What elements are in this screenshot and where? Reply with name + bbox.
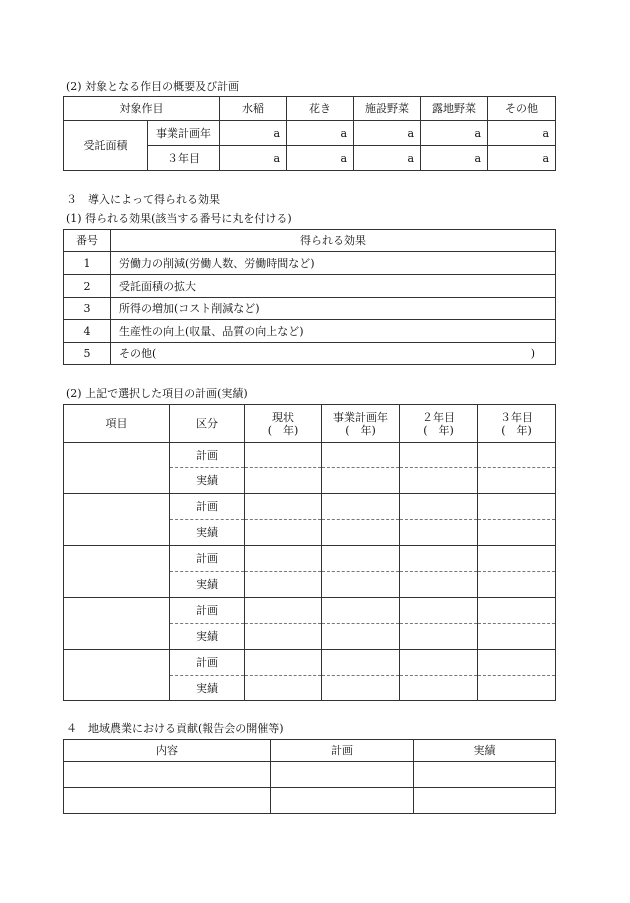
effects-header-number: 番号 bbox=[64, 230, 111, 252]
effects-header-effect: 得られる効果 bbox=[111, 230, 556, 252]
contribution-actual-cell[interactable] bbox=[414, 788, 556, 814]
contribution-header-actual: 実績 bbox=[414, 740, 556, 762]
crop-row-group-label: 受託面積 bbox=[64, 121, 148, 171]
section-3-2-heading: (2) 上記で選択した項目の計画(実績) bbox=[66, 387, 248, 400]
actual-row-label: 実績 bbox=[170, 624, 245, 650]
actual-cell[interactable] bbox=[322, 624, 400, 650]
plan-header-plan-year bbox=[322, 405, 400, 443]
plan-cell[interactable] bbox=[322, 494, 400, 520]
plan-header-year3-year: ( 年) bbox=[501, 423, 532, 437]
plan-cell[interactable] bbox=[245, 546, 322, 572]
actual-cell[interactable] bbox=[322, 676, 400, 701]
section-3-1-heading: (1) 得られる効果(該当する番号に丸を付ける) bbox=[66, 212, 292, 225]
contribution-table-wrap bbox=[63, 739, 556, 814]
section-3-heading: ３ 導入によって得られる効果 bbox=[66, 193, 220, 206]
actual-cell[interactable] bbox=[322, 572, 400, 598]
effects-table-wrap bbox=[63, 229, 556, 365]
contribution-content-cell[interactable] bbox=[64, 762, 271, 788]
crop-table-wrap bbox=[63, 96, 556, 171]
crop-cell: a bbox=[287, 121, 354, 146]
plan-row-label: 計画 bbox=[170, 598, 245, 624]
plan-cell[interactable] bbox=[400, 546, 478, 572]
actual-cell[interactable] bbox=[478, 520, 556, 546]
plan-header-kubun: 区分 bbox=[170, 405, 245, 443]
actual-cell[interactable] bbox=[400, 572, 478, 598]
plan-cell[interactable] bbox=[478, 494, 556, 520]
contribution-header-plan: 計画 bbox=[271, 740, 414, 762]
actual-cell[interactable] bbox=[245, 624, 322, 650]
plan-item-cell[interactable] bbox=[64, 598, 170, 650]
crop-header-rice: 水稲 bbox=[220, 97, 287, 121]
contribution-table bbox=[63, 739, 556, 814]
effect-number[interactable]: 1 bbox=[64, 252, 111, 275]
plan-header-year3-top: ３年目 bbox=[500, 410, 533, 424]
plan-cell[interactable] bbox=[322, 443, 400, 468]
actual-row-label: 実績 bbox=[170, 520, 245, 546]
crop-cell: a bbox=[421, 121, 488, 146]
effect-number[interactable]: 4 bbox=[64, 320, 111, 343]
plan-cell[interactable] bbox=[400, 443, 478, 468]
actual-cell[interactable] bbox=[478, 624, 556, 650]
plan-row-label: 計画 bbox=[170, 494, 245, 520]
crop-cell: a bbox=[220, 121, 287, 146]
plan-item-cell[interactable] bbox=[64, 650, 170, 701]
crop-cell: a bbox=[220, 146, 287, 171]
actual-cell[interactable] bbox=[478, 468, 556, 494]
plan-header-current bbox=[245, 405, 322, 443]
plan-row-label: 計画 bbox=[170, 650, 245, 676]
crop-cell: a bbox=[354, 146, 421, 171]
plan-cell[interactable] bbox=[478, 443, 556, 468]
actual-cell[interactable] bbox=[400, 520, 478, 546]
plan-cell[interactable] bbox=[245, 598, 322, 624]
plan-item-cell[interactable] bbox=[64, 546, 170, 598]
crop-header-flowers: 花き bbox=[287, 97, 354, 121]
crop-cell: a bbox=[287, 146, 354, 171]
plan-table-wrap bbox=[63, 404, 556, 701]
crop-row-label-year3: ３年目 bbox=[148, 146, 220, 171]
plan-cell[interactable] bbox=[245, 443, 322, 468]
actual-cell[interactable] bbox=[322, 468, 400, 494]
crop-cell: a bbox=[354, 121, 421, 146]
effect-text: その他( bbox=[119, 347, 157, 360]
effect-number[interactable]: 2 bbox=[64, 275, 111, 298]
plan-cell[interactable] bbox=[245, 650, 322, 676]
effect-text: 受託面積の拡大 bbox=[111, 275, 556, 298]
crop-header-greenhouse-veg: 施設野菜 bbox=[354, 97, 421, 121]
plan-header-year2-year: ( 年) bbox=[423, 423, 454, 437]
plan-cell[interactable] bbox=[478, 598, 556, 624]
plan-cell[interactable] bbox=[245, 494, 322, 520]
plan-header-year3 bbox=[478, 405, 556, 443]
plan-header-current-top: 現状 bbox=[272, 410, 294, 424]
effects-table bbox=[63, 229, 556, 365]
actual-cell[interactable] bbox=[245, 572, 322, 598]
plan-item-cell[interactable] bbox=[64, 494, 170, 546]
effect-number[interactable]: 5 bbox=[64, 343, 111, 365]
plan-header-year2-top: ２年目 bbox=[422, 410, 455, 424]
actual-cell[interactable] bbox=[245, 520, 322, 546]
effect-text: 生産性の向上(収量、品質の向上など) bbox=[111, 320, 556, 343]
plan-item-cell[interactable] bbox=[64, 443, 170, 494]
plan-header-item: 項目 bbox=[64, 405, 170, 443]
crop-table bbox=[63, 96, 556, 171]
section-2-heading: (2) 対象となる作目の概要及び計画 bbox=[66, 80, 240, 93]
contribution-plan-cell[interactable] bbox=[271, 762, 414, 788]
plan-cell[interactable] bbox=[400, 650, 478, 676]
actual-row-label: 実績 bbox=[170, 468, 245, 494]
plan-row-label: 計画 bbox=[170, 443, 245, 468]
effect-other-close-paren: ) bbox=[530, 347, 535, 360]
plan-table bbox=[63, 404, 556, 701]
plan-header-plan-year-year: ( 年) bbox=[345, 423, 376, 437]
plan-cell[interactable] bbox=[478, 650, 556, 676]
crop-header-target: 対象作目 bbox=[64, 97, 220, 121]
plan-cell[interactable] bbox=[400, 494, 478, 520]
plan-cell[interactable] bbox=[322, 598, 400, 624]
actual-cell[interactable] bbox=[478, 572, 556, 598]
effect-other-row[interactable] bbox=[111, 343, 556, 365]
crop-header-other: その他 bbox=[488, 97, 556, 121]
effect-text: 労働力の削減(労働人数、労働時間など) bbox=[111, 252, 556, 275]
contribution-content-cell[interactable] bbox=[64, 788, 271, 814]
actual-cell[interactable] bbox=[245, 676, 322, 701]
plan-cell[interactable] bbox=[322, 546, 400, 572]
plan-header-year2 bbox=[400, 405, 478, 443]
crop-cell: a bbox=[488, 121, 556, 146]
actual-cell[interactable] bbox=[400, 468, 478, 494]
crop-cell: a bbox=[421, 146, 488, 171]
actual-cell[interactable] bbox=[322, 520, 400, 546]
actual-cell[interactable] bbox=[400, 676, 478, 701]
actual-row-label: 実績 bbox=[170, 676, 245, 701]
crop-header-openfield-veg: 露地野菜 bbox=[421, 97, 488, 121]
contribution-plan-cell[interactable] bbox=[271, 788, 414, 814]
actual-cell[interactable] bbox=[245, 468, 322, 494]
plan-header-current-year: ( 年) bbox=[267, 423, 299, 437]
effect-text: 所得の増加(コスト削減など) bbox=[111, 298, 556, 320]
plan-row-label: 計画 bbox=[170, 546, 245, 572]
actual-cell[interactable] bbox=[400, 624, 478, 650]
contribution-actual-cell[interactable] bbox=[414, 762, 556, 788]
plan-header-plan-year-top: 事業計画年 bbox=[333, 410, 388, 424]
contribution-header-content: 内容 bbox=[64, 740, 271, 762]
actual-row-label: 実績 bbox=[170, 572, 245, 598]
crop-row-label-plan-year: 事業計画年 bbox=[148, 121, 220, 146]
section-4-heading: ４ 地域農業における貢献(報告会の開催等) bbox=[66, 722, 284, 735]
plan-cell[interactable] bbox=[322, 650, 400, 676]
plan-cell[interactable] bbox=[400, 598, 478, 624]
actual-cell[interactable] bbox=[478, 676, 556, 701]
crop-cell: a bbox=[488, 146, 556, 171]
effect-number[interactable]: 3 bbox=[64, 298, 111, 320]
plan-cell[interactable] bbox=[478, 546, 556, 572]
